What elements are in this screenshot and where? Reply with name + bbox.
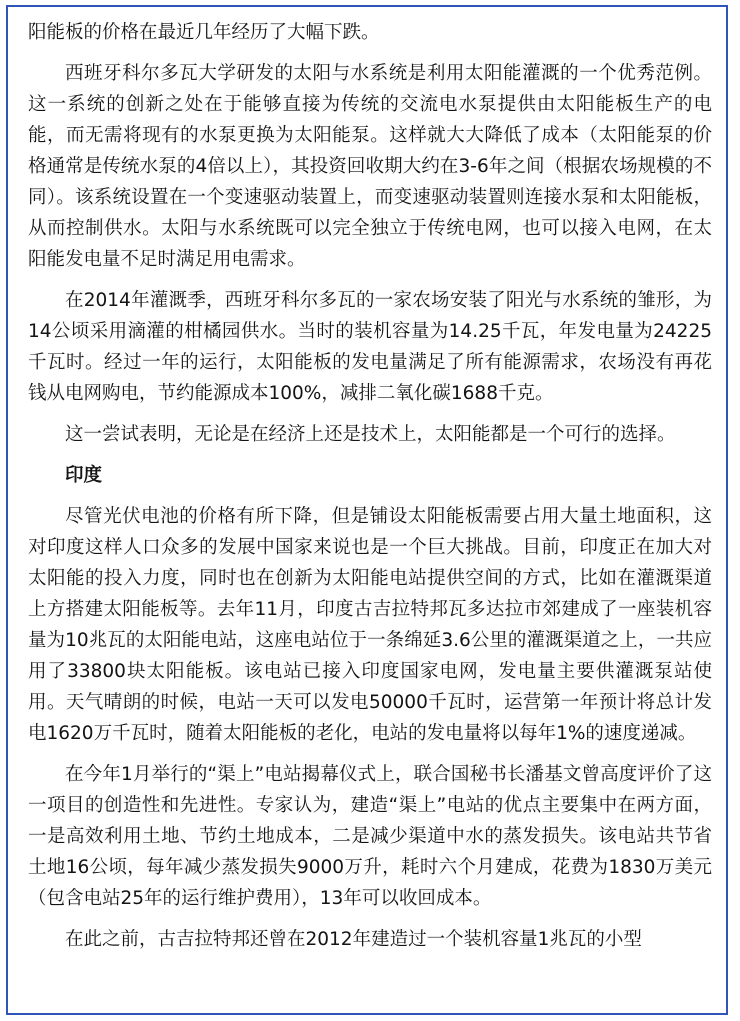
paragraph-conclusion: 这一尝试表明，无论是在经济上还是技术上，太阳能都是一个可行的选择。 [65, 424, 676, 445]
section-heading-india: 印度 [65, 465, 103, 486]
paragraph-spain-farm: 在2014年灌溉季，西班牙科尔多瓦的一家农场安装了阳光与水系统的雏形，为14公顷采用滴灌的柑橘园供水。当时的装机容量为14.25千瓦，年发电量为24225千瓦时。经过一年的运行，太阳能板的发电量满足了所有能源需求，农场没有再花钱从电网购电，节约能源成本100%，减排二氧化碳1688千克。 [28, 290, 712, 404]
paragraph-india-canal: 尽管光伏电池的价格有所下降，但是铺设太阳能板需要占用大量土地面积，这对印度这样人口众多的发展中国家来说也是一个巨大挑战。目前，印度正在加大对太阳能的投入力度，同时也在创新为太阳能电站提供空间的方式，比如在灌溉渠道上方搭建太阳能板等。去年11月，印度古吉拉特邦瓦多达拉市郊建成了一座装机容量为10兆瓦的太阳能电站，这座电站位于一条绵延3.6公里的灌溉渠道之上，一共应用了33800块太阳能板。该电站已接入印度国家电网，发电量主要供灌溉泵站使用。天气晴朗的时候，电站一天可以发电50000千瓦时，运营第一年预计将总计发电1620万千瓦时，随着太阳能板的老化，电站的发电量将以每年1%的速度递减。 [28, 506, 712, 744]
paragraph-continuation: 阳能板的价格在最近几年经历了大幅下跌。 [28, 22, 380, 43]
paragraph-spain-system: 西班牙科尔多瓦大学研发的太阳与水系统是利用太阳能灌溉的一个优秀范例。这一系统的创新之处在于能够直接为传统的交流电水泵提供由太阳能板生产的电能，而无需将现有的水泵更换为太阳能泵。这样就大大降低了成本（太阳能泵的价格通常是传统水泵的4倍以上），其投资回收期大约在3-6年之间（根据农场规模的不同）。该系统设置在一个变速驱动装置上，而变速驱动装置则连接水泵和太阳能板，从而控制供水。太阳与水系统既可以完全独立于传统电网，也可以接入电网，在太阳能发电量不足时满足用电需求。 [28, 63, 712, 270]
document-body [28, 17, 712, 965]
paragraph-india-earlier: 在此之前，古吉拉特邦还曾在2012年建造过一个装机容量1兆瓦的小型 [65, 929, 642, 950]
page-frame [6, 5, 728, 1015]
paragraph-india-ceremony: 在今年1月举行的“渠上”电站揭幕仪式上，联合国秘书长潘基文曾高度评价了这一项目的创造性和先进性。专家认为，建造“渠上”电站的优点主要集中在两方面，一是高效利用土地、节约土地成本，二是减少渠道中水的蒸发损失。该电站共节省土地16公顷，每年减少蒸发损失9000万升，耗时六个月建成，花费为1830万美元（包含电站25年的运行维护费用），13年可以收回成本。 [28, 764, 712, 909]
